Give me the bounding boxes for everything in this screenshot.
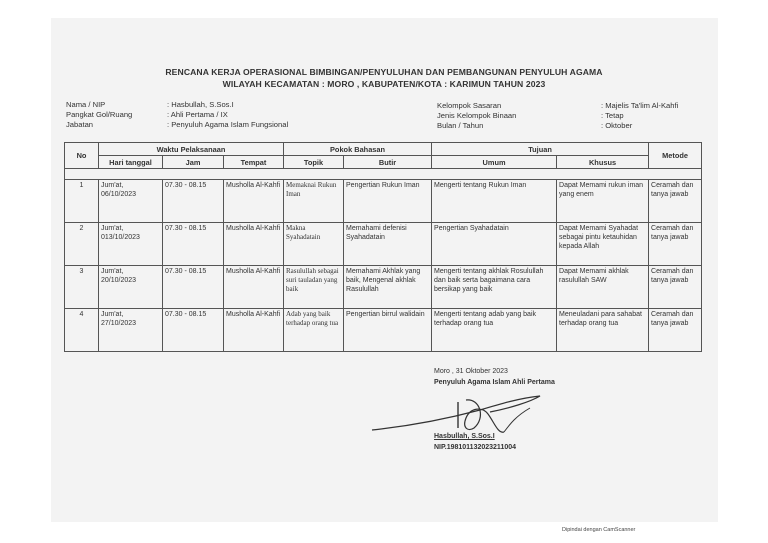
cell-umum: Mengerti tentang Rukun Iman [432,180,557,223]
cell-tempat: Musholla Al-Kahfi [224,266,284,309]
cell-topik: Makna Syahadatain [284,223,344,266]
cell-metode: Ceramah dan tanya jawab [649,180,702,223]
header-khusus: Khusus [557,156,649,169]
cell-khusus: Dapat Memami Syahadat sebagai pintu ketauhidan kepada Allah [557,223,649,266]
header-tempat: Tempat [224,156,284,169]
table-row [65,266,702,309]
cell-topik: Adab yang baik terhadap orang tua [284,309,344,352]
signature-nip: NIP.198101132023211004 [434,444,517,451]
cell-butir: Pengertian Rukun Iman [344,180,432,223]
cell-tempat: Musholla Al-Kahfi [224,180,284,223]
cell-no: 1 [65,180,99,223]
header-waktu: Waktu Pelaksanaan [99,143,284,156]
cell-jam: 07.30 - 08.15 [163,180,224,223]
header-pokok: Pokok Bahasan [284,143,432,156]
cell-no: 2 [65,223,99,266]
activity-table [64,142,702,352]
info-left-value-1: : Ahli Pertama / IX [167,110,228,119]
header-jam: Jam [163,156,224,169]
doc-title-line1: RENCANA KERJA OPERASIONAL BIMBINGAN/PENYULUHAN DAN PEMBANGUNAN PENYULUH AGAMA [165,67,603,77]
signature-place-date: Moro , 31 Oktober 2023 [434,368,508,375]
cell-khusus: Dapat Memami akhlak rasulullah SAW [557,266,649,309]
cell-tempat: Musholla Al-Kahfi [224,223,284,266]
header-butir: Butir [344,156,432,169]
table-row [65,223,702,266]
header-topik: Topik [284,156,344,169]
cell-jam: 07.30 - 08.15 [163,223,224,266]
cell-hari: Jum'at, 20/10/2023 [99,266,163,309]
cell-metode: Ceramah dan tanya jawab [649,309,702,352]
cell-jam: 07.30 - 08.15 [163,309,224,352]
info-right-label-1: Jenis Kelompok Binaan [437,111,517,120]
info-right-label-2: Bulan / Tahun [437,121,484,130]
cell-khusus: Meneuladani para sahabat terhadap orang tua [557,309,649,352]
table-row [65,309,702,352]
cell-butir: Memahami Akhlak yang baik, Mengenal akhlak Rasulullah [344,266,432,309]
info-left-label-2: Jabatan [66,120,94,129]
scanner-watermark: Dipindai dengan CamScanner [562,527,636,533]
cell-khusus: Dapat Memami rukun iman yang enem [557,180,649,223]
cell-topik: Rasulullah sebagai suri tauladan yang baik [284,266,344,309]
cell-butir: Memahami defenisi Syahadatain [344,223,432,266]
cell-metode: Ceramah dan tanya jawab [649,266,702,309]
cell-jam: 07.30 - 08.15 [163,266,224,309]
table-row [65,180,702,223]
cell-metode: Ceramah dan tanya jawab [649,223,702,266]
doc-title-line2: WILAYAH KECAMATAN : MORO , KABUPATEN/KOTA : KARIMUN TAHUN 2023 [222,79,546,89]
info-right-label-0: Kelompok Sasaran [437,101,502,110]
cell-hari: Jum'at, 013/10/2023 [99,223,163,266]
cell-umum: Mengerti tentang akhlak Rosulullah dan baik serta bagaimana cara bersikap yang baik [432,266,557,309]
info-left-value-2: : Penyuluh Agama Islam Fungsional [167,120,289,129]
cell-butir: Pengertian birrul walidain [344,309,432,352]
info-right-value-2: : Oktober [601,121,633,130]
cell-no: 3 [65,266,99,309]
cell-hari: Jum'at, 06/10/2023 [99,180,163,223]
cell-no: 4 [65,309,99,352]
cell-hari: Jum'at, 27/10/2023 [99,309,163,352]
header-tujuan: Tujuan [432,143,649,156]
signature-name: Hasbullah, S.Sos.I [434,433,495,440]
info-left-label-1: Pangkat Gol/Ruang [66,110,133,119]
info-left-value-0: : Hasbullah, S.Sos.I [167,100,234,109]
header-hari: Hari tanggal [99,156,163,169]
spacer-row [65,169,702,180]
header-metode: Metode [649,143,702,169]
info-right-value-1: : Tetap [601,111,624,120]
cell-umum: Mengerti tentang adab yang baik terhadap orang tua [432,309,557,352]
header-umum: Umum [432,156,557,169]
signature-position: Penyuluh Agama Islam Ahli Pertama [434,379,555,386]
cell-topik: Memaknai Rukun Iman [284,180,344,223]
info-left-label-0: Nama / NIP [66,100,106,109]
cell-tempat: Musholla Al-Kahfi [224,309,284,352]
header-no: No [65,143,99,169]
cell-umum: Pengertian Syahadatain [432,223,557,266]
info-right-value-0: : Majelis Ta'lim Al-Kahfi [601,101,679,110]
